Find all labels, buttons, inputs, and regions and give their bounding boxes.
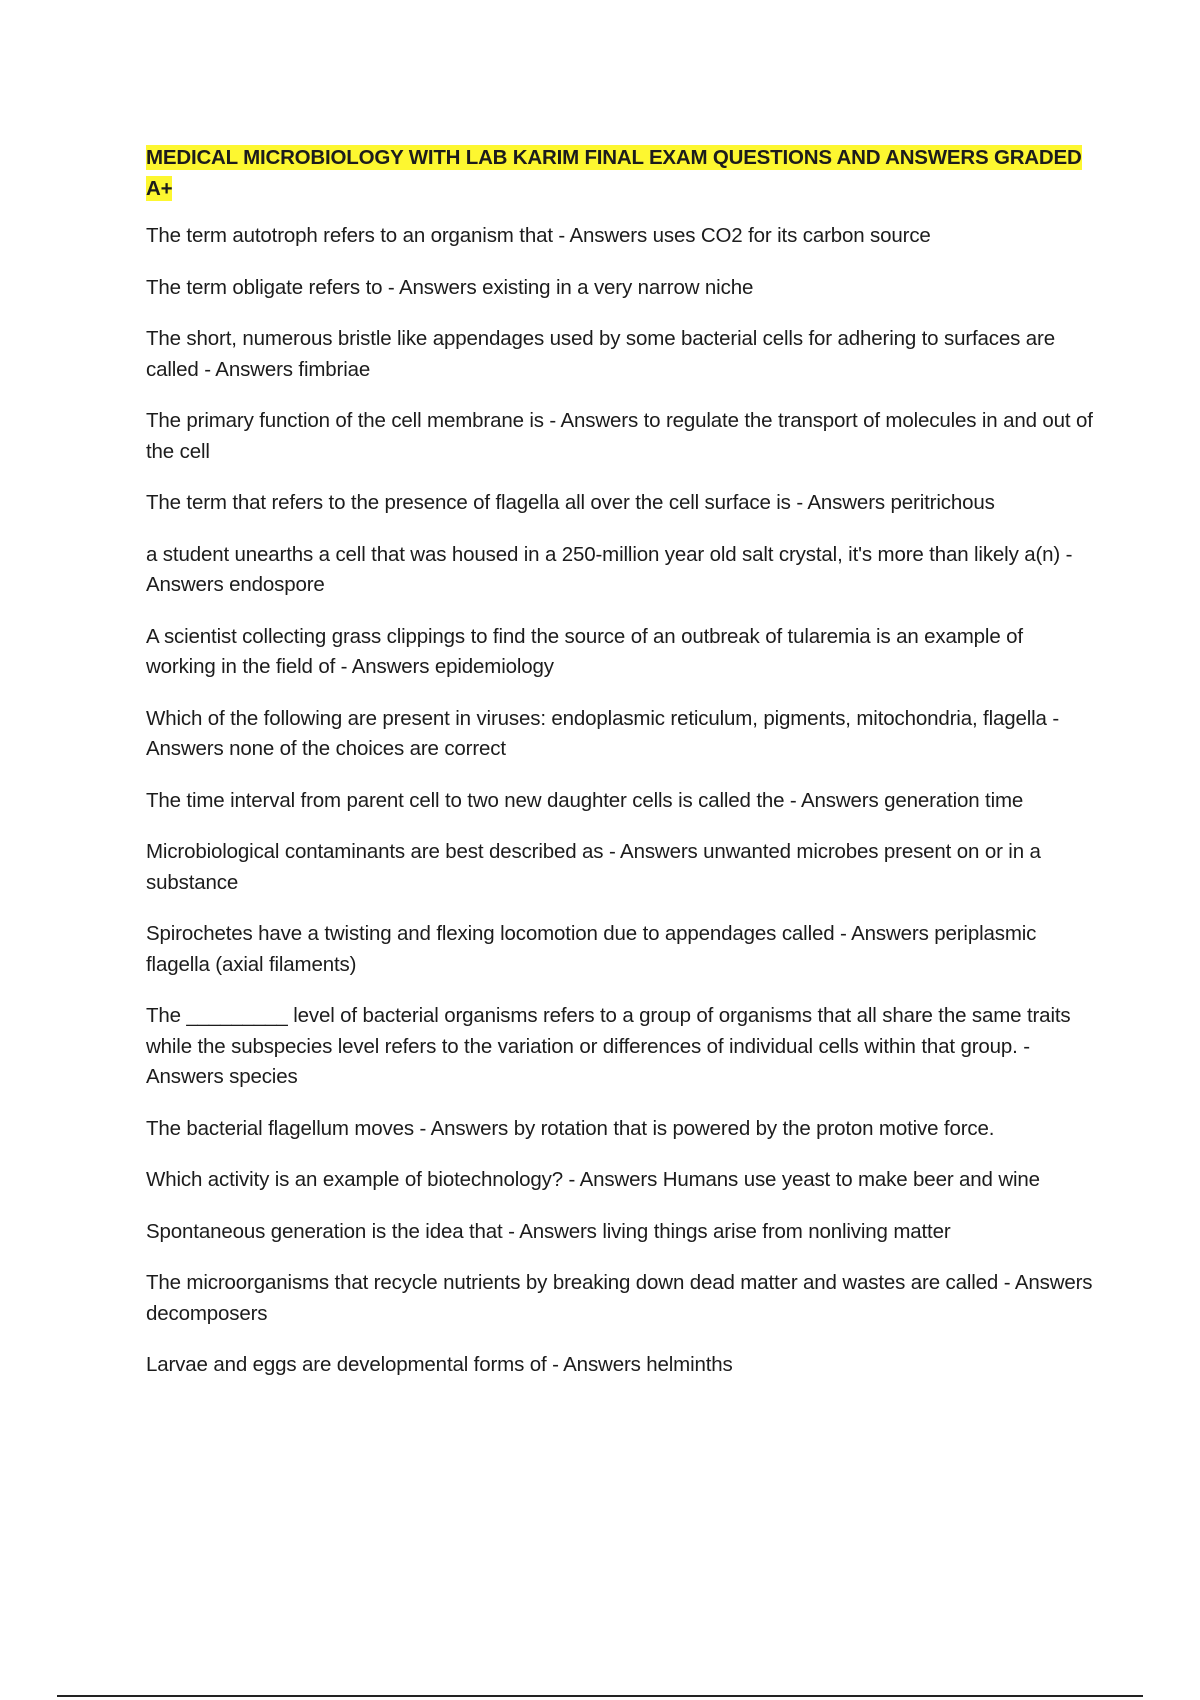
title-highlight: MEDICAL MICROBIOLOGY WITH LAB KARIM FINAL EXAM QUESTIONS AND ANSWERS GRADED A+ <box>146 146 1082 200</box>
qa-item: Microbiological contaminants are best described as - Answers unwanted microbes present on or in a substance <box>146 840 1041 894</box>
qa-item: The term obligate refers to - Answers existing in a very narrow niche <box>146 275 754 299</box>
qa-item: The term that refers to the presence of flagella all over the cell surface is - Answers peritrichous <box>146 491 995 514</box>
qa-item: Spirochetes have a twisting and flexing locomotion due to appendages called - Answers periplasmic flagella (axial filaments) <box>146 922 1037 976</box>
qa-item: The _________ level of bacterial organisms refers to a group of organisms that all share the same traits while the subspecies level refers to the variation or differences of individual cells within that group. - Answers species <box>146 1004 1071 1088</box>
qa-item: The primary function of the cell membrane is - Answers to regulate the transport of molecules in and out of the cell <box>146 409 1093 463</box>
document-body <box>146 142 1096 1402</box>
qa-item: The bacterial flagellum moves - Answers by rotation that is powered by the proton motive force. <box>146 1116 995 1140</box>
qa-item: Which activity is an example of biotechnology? - Answers Humans use yeast to make beer and wine <box>146 1168 1040 1191</box>
qa-item: Larvae and eggs are developmental forms of - Answers helminths <box>146 1353 733 1376</box>
qa-item: The short, numerous bristle like appendages used by some bacterial cells for adhering to surfaces are called - Answers fimbriae <box>146 327 1055 381</box>
qa-item: The microorganisms that recycle nutrients by breaking down dead matter and wastes are called - Answers decomposers <box>146 1271 1093 1325</box>
qa-item: A scientist collecting grass clippings to find the source of an outbreak of tularemia is an example of working in the field of - Answers epidemiology <box>146 624 1023 678</box>
qa-item: The time interval from parent cell to two new daughter cells is called the - Answers generation time <box>146 788 1024 812</box>
qa-item: Spontaneous generation is the idea that - Answers living things arise from nonliving matter <box>146 1219 951 1243</box>
document-title <box>146 142 1096 204</box>
qa-item: a student unearths a cell that was housed in a 250-million year old salt crystal, it's more than likely a(n) - Answers endospore <box>146 542 1073 596</box>
qa-item: The term autotroph refers to an organism that - Answers uses CO2 for its carbon source <box>146 224 931 247</box>
qa-item: Which of the following are present in viruses: endoplasmic reticulum, pigments, mitochondria, flagella - Answers none of the choices are correct <box>146 706 1060 760</box>
footer-rule <box>57 1695 1143 1697</box>
